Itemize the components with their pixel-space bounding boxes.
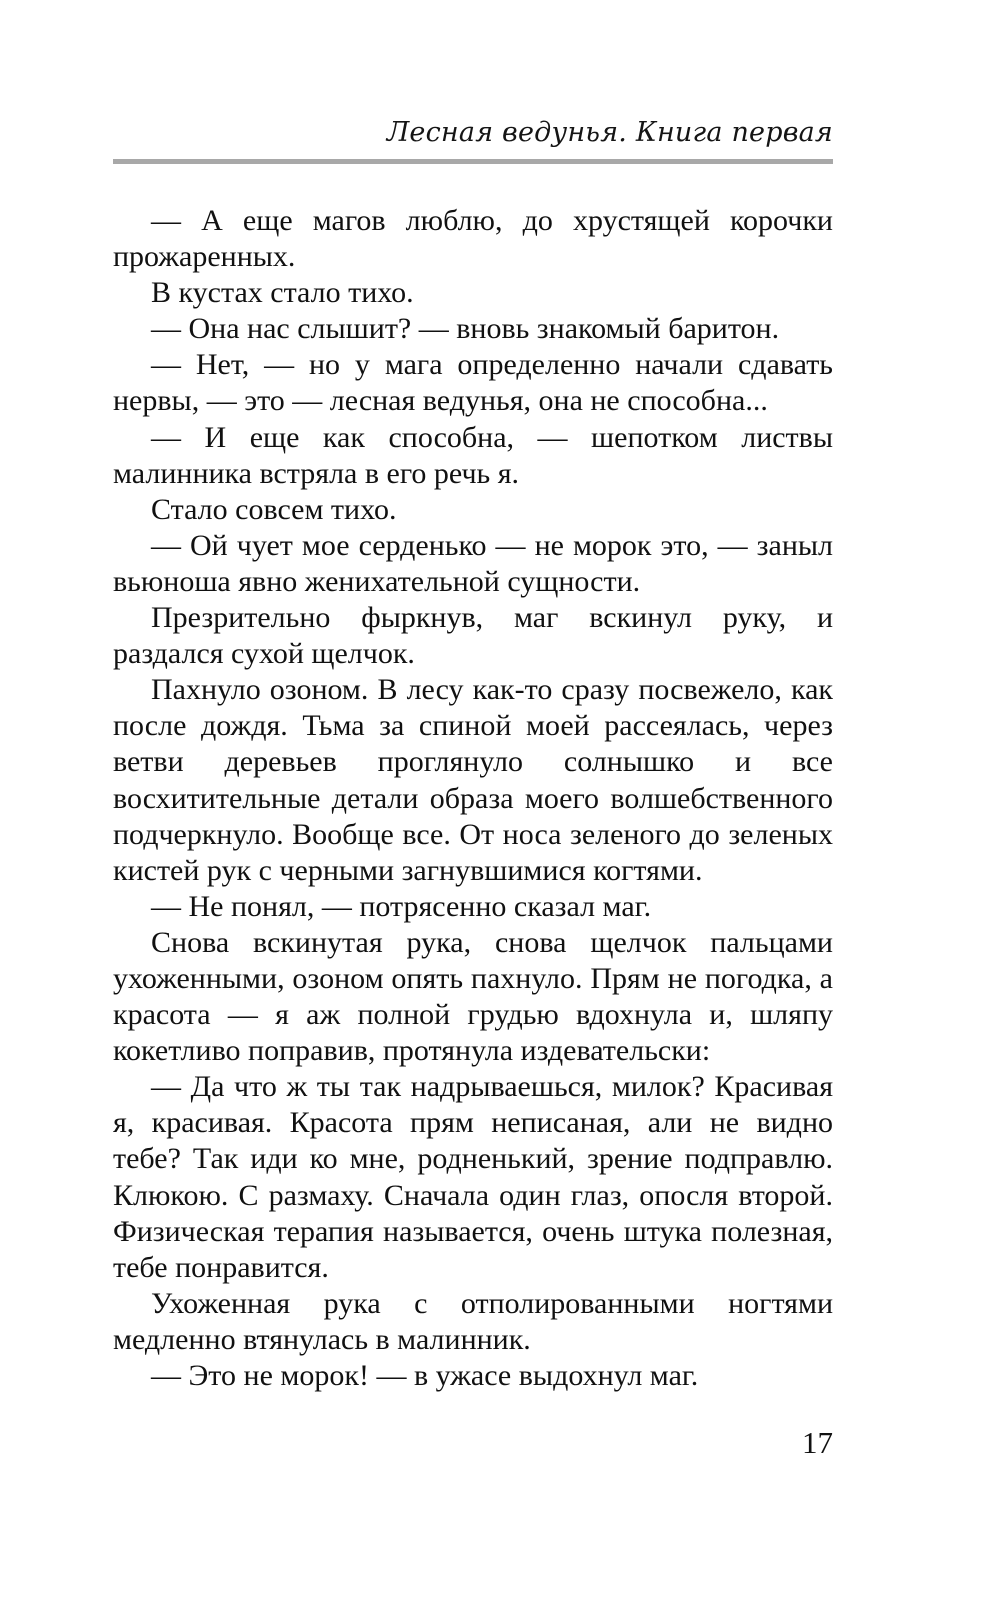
page-body (113, 203, 833, 1394)
paragraph: Стало совсем тихо. (151, 492, 397, 526)
paragraph: — И еще как способна, — шепотком листвы малинника встряла в его речь я. (113, 420, 833, 490)
running-title: Лесная ведунья. Книга первая (386, 117, 833, 148)
paragraph: — А еще магов люблю, до хрустящей корочки прожаренных. (113, 204, 833, 274)
paragraph: — Ой чует мое серденько — не морок это, — заныл вьюноша явно женихательной сущности. (113, 528, 833, 598)
running-header (113, 116, 833, 158)
paragraph: Пахнуло озоном. В лесу как-то сразу посвежело, как после дождя. Тьма за спиной моей рассеялась, через ветви деревьев проглянуло солнышко и все восхитительные детали образа моего волшебственного подчеркнуло. Вообще все. От носа зеленого до зеленых кистей рук с черными загнувшимися когтями. (113, 673, 833, 887)
paragraph: Презрительно фыркнув, маг вскинул руку, и раздался сухой щелчок. (113, 601, 833, 671)
page-number: 17 (802, 1425, 833, 1460)
paragraph: — Не понял, — потрясенно сказал маг. (151, 889, 652, 923)
paragraph: — Она нас слышит? — вновь знакомый баритон. (151, 312, 780, 346)
header-divider (113, 159, 833, 164)
paragraph: Ухоженная рука с отполированными ногтями медленно втянулась в малинник. (113, 1286, 833, 1356)
paragraph: В кустах стало тихо. (151, 276, 414, 310)
paragraph: — Да что ж ты так надрываешься, милок? Красивая я, красивая. Красота прям неписаная, али не видно тебе? Так иди ко мне, родненький, зрение подправлю. Клюкою. С размаху. Сначала один глаз, опосля второй. Физическая терапия называется, очень штука полезная, тебе понравится. (113, 1070, 833, 1284)
paragraph: Снова вскинутая рука, снова щелчок пальцами ухоженными, озоном опять пахнуло. Прям не погодка, а красота — я аж полной грудью вдохнула и, шляпу кокетливо поправив, протянула издевательски: (113, 925, 833, 1068)
paragraph: — Нет, — но у мага определенно начали сдавать нервы, — это — лесная ведунья, она не способна... (113, 348, 833, 418)
paragraph: — Это не морок! — в ужасе выдохнул маг. (151, 1359, 699, 1392)
